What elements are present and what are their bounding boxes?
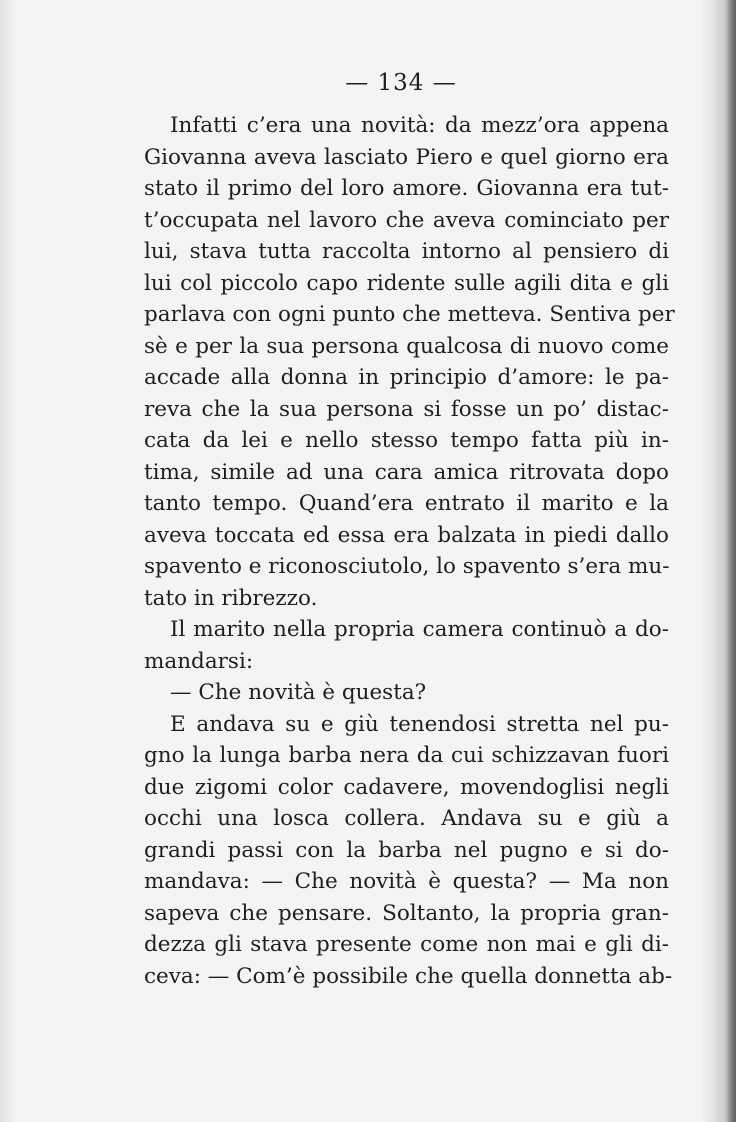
text-line: reva che la sua persona si fosse un po’ distac- — [144, 396, 669, 422]
text-line: t’occupata nel lavoro che aveva cominciato per — [144, 207, 669, 233]
text-line: accade alla donna in principio d’amore: le pa- — [144, 365, 669, 390]
text-line: lui col piccolo capo ridente sulle agili dita e gli — [144, 270, 669, 296]
text-line: spavento e riconosciutolo, lo spavento s’era mu- — [144, 554, 670, 579]
text-line: tato in ribrezzo. — [144, 585, 318, 611]
text-line: gno la lunga barba nera da cui schizzavan fuori — [144, 743, 669, 768]
text-line: mandarsi: — [144, 648, 254, 674]
book-spine-shadow — [700, 0, 736, 1122]
text-line: tima, simile ad una cara amica ritrovata dopo — [144, 459, 669, 485]
text-line: tanto tempo. Quand’era entrato il marito e la — [144, 491, 669, 516]
page-number: — 134 — — [345, 70, 457, 96]
text-line: lui, stava tutta raccolta intorno al pensiero di — [144, 239, 669, 264]
text-line: ceva: — Com’è possibile che quella donnetta ab- — [144, 963, 673, 989]
text-line: mandava: — Che novità è questa? — Ma non — [144, 869, 669, 894]
text-line: occhi una losca collera. Andava su e giù a — [144, 806, 669, 831]
text-line: parlava con ogni punto che metteva. Sentiva per — [144, 302, 675, 327]
text-line: cata da lei e nello stesso tempo fatta più in- — [144, 428, 669, 453]
text-line: — Che novità è questa? — [170, 680, 427, 705]
text-line: sè e per la sua persona qualcosa di nuovo come — [144, 333, 669, 359]
page-left-edge — [0, 0, 14, 1122]
body-text — [144, 110, 675, 992]
text-line: Giovanna aveva lasciato Piero e quel giorno era — [144, 144, 669, 170]
text-line: Infatti c’era una novità: da mezz’ora appena — [170, 113, 669, 138]
text-line: grandi passi con la barba nel pugno e si do- — [144, 837, 669, 863]
text-line: E andava su e giù tenendosi stretta nel pu- — [170, 711, 669, 737]
text-line: stato il primo del loro amore. Giovanna era tut- — [144, 176, 669, 201]
text-line: dezza gli stava presente come non mai e gli di- — [144, 932, 669, 957]
text-line: due zigomi color cadavere, movendoglisi negli — [144, 774, 669, 800]
text-line: sapeva che pensare. Soltanto, la propria gran- — [144, 900, 669, 926]
text-line: aveva toccata ed essa era balzata in piedi dallo — [144, 522, 669, 548]
text-line: Il marito nella propria camera continuò a do- — [170, 617, 669, 642]
